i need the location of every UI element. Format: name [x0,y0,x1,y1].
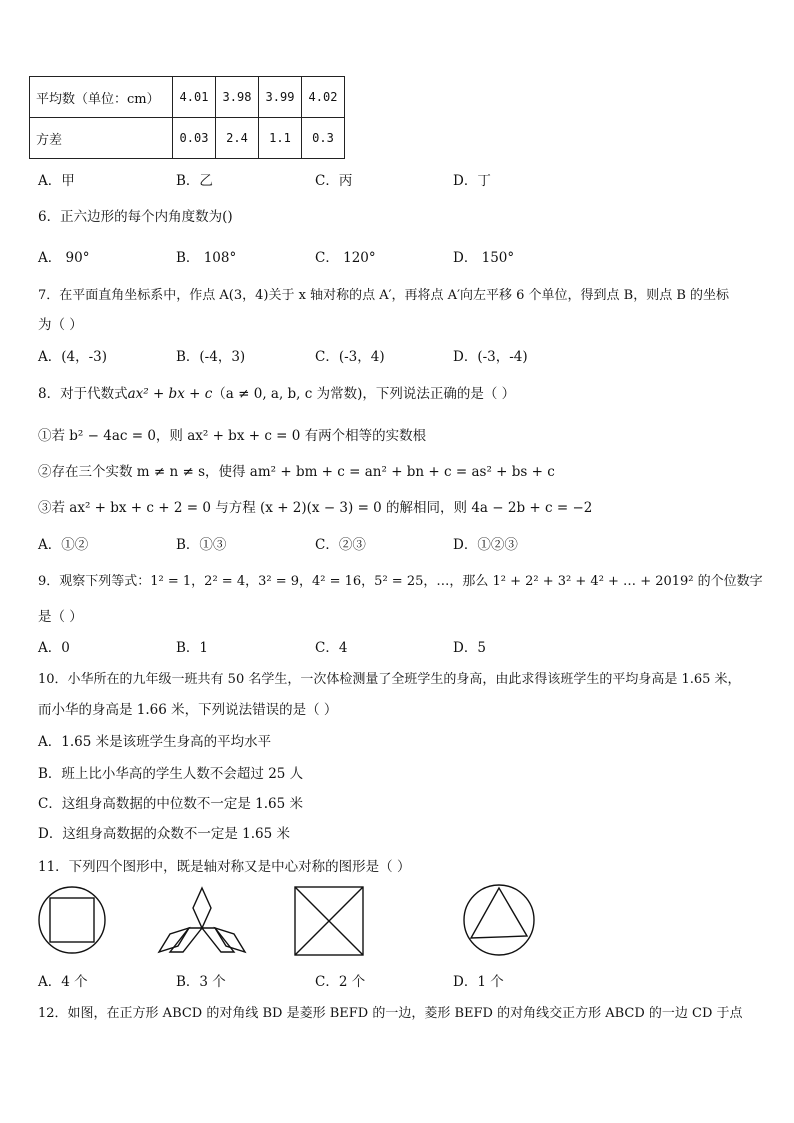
q12-text: 12．如图，在正方形 ABCD 的对角线 BD 是菱形 BEFD 的一边，菱形 BEFD 的对角线交正方形 ABCD 的一边 CD 于点 [38,1006,743,1021]
q5-option-b[interactable]: B．乙 [176,173,213,189]
q8-statement-1: ①若 b² − 4ac = 0，则 ax² + bx + c = 0 有两个相等的实数根 [38,428,427,444]
q9-option-b[interactable]: B．1 [176,640,209,656]
circle-square-figure [36,884,108,956]
q7-option-a[interactable]: A．(4，-3) [38,349,108,365]
table-cell: 4.02 [302,77,345,118]
table-row [30,77,345,118]
q10-text: 10．小华所在的九年级一班共有 50 名学生，一次体检测量了全班学生的身高，由此求得该班学生的平均身高是 1.65 米， [38,672,741,687]
table-cell: 4.01 [173,77,216,118]
three-rhombi-figure [156,884,248,956]
q11-option-d[interactable]: D．1 个 [453,974,504,990]
q8-statement-2: ②存在三个实数 m ≠ n ≠ s，使得 am² + bm + c = an² + bn + c = as² + bs + c [38,464,555,480]
stats-table [29,76,345,159]
q8-text [38,382,515,402]
q8-lead: 8．对于代数式 [38,386,128,402]
q8-option-a[interactable]: A．①② [38,537,89,553]
q6-text: 6．正六边形的每个内角度数为() [38,209,233,225]
q6-option-b[interactable]: B． 108° [176,250,237,266]
q8-statement-3: ③若 ax² + bx + c + 2 = 0 与方程 (x + 2)(x − 3) = 0 的解相同，则 4a − 2b + c = −2 [38,500,593,516]
q7-text-cont: 为（ ） [38,317,83,333]
q10-text-cont: 而小华的身高是 1.66 米，下列说法错误的是（ ） [38,702,338,718]
q10-option-a[interactable]: A．1.65 米是该班学生身高的平均水平 [38,734,272,750]
q9-option-c[interactable]: C．4 [315,640,348,656]
q8-expression: ax² + bx + c [127,386,213,402]
q8-option-b[interactable]: B．①③ [176,537,227,553]
q11-option-a[interactable]: A．4 个 [38,974,88,990]
q5-option-d[interactable]: D．丁 [453,173,491,189]
q9-text-cont: 是（ ） [38,609,83,625]
q7-option-b[interactable]: B．(-4，3) [176,349,246,365]
q8-condition: （a ≠ 0, a, b, c 为常数)，下列说法正确的是（ ） [212,386,516,402]
row-label: 平均数（单位：cm） [30,77,173,118]
table-cell: 0.03 [173,118,216,159]
q6-option-a[interactable]: A． 90° [38,250,90,266]
q5-option-a[interactable]: A．甲 [38,173,75,189]
q7-text: 7．在平面直角坐标系中，作点 A(3，4)关于 x 轴对称的点 A′，再将点 A′向左平移 6 个单位，得到点 B，则点 B 的坐标 [38,288,730,303]
q10-option-c[interactable]: C．这组身高数据的中位数不一定是 1.65 米 [38,796,303,812]
q6-option-d[interactable]: D． 150° [453,250,515,266]
q5-option-c[interactable]: C．丙 [315,173,353,189]
q11-text: 11．下列四个图形中，既是轴对称又是中心对称的图形是（ ） [38,859,411,875]
q10-option-b[interactable]: B．班上比小华高的学生人数不会超过 25 人 [38,766,304,782]
row-label: 方差 [30,118,173,159]
q8-option-c[interactable]: C．②③ [315,537,366,553]
q7-option-d[interactable]: D．(-3，-4) [453,349,528,365]
table-cell: 2.4 [216,118,259,159]
q6-option-c[interactable]: C． 120° [315,250,376,266]
table-row [30,118,345,159]
table-cell: 0.3 [302,118,345,159]
square-diagonals-figure [292,884,366,958]
table-cell: 3.99 [259,77,302,118]
q10-option-d[interactable]: D．这组身高数据的众数不一定是 1.65 米 [38,826,290,842]
table-cell: 3.98 [216,77,259,118]
table-cell: 1.1 [259,118,302,159]
q8-option-d[interactable]: D．①②③ [453,537,518,553]
q11-option-c[interactable]: C．2 个 [315,974,366,990]
circle-triangle-figure [461,882,537,958]
q9-text: 9．观察下列等式：1² = 1，2² = 4，3² = 9，4² = 16，5² = 25，…，那么 1² + 2² + 3² + 4² + … + 2019² 的个位数字 [38,574,763,589]
q9-option-a[interactable]: A．0 [38,640,70,656]
q9-option-d[interactable]: D．5 [453,640,486,656]
q11-option-b[interactable]: B．3 个 [176,974,226,990]
q7-option-c[interactable]: C．(-3，4) [315,349,385,365]
